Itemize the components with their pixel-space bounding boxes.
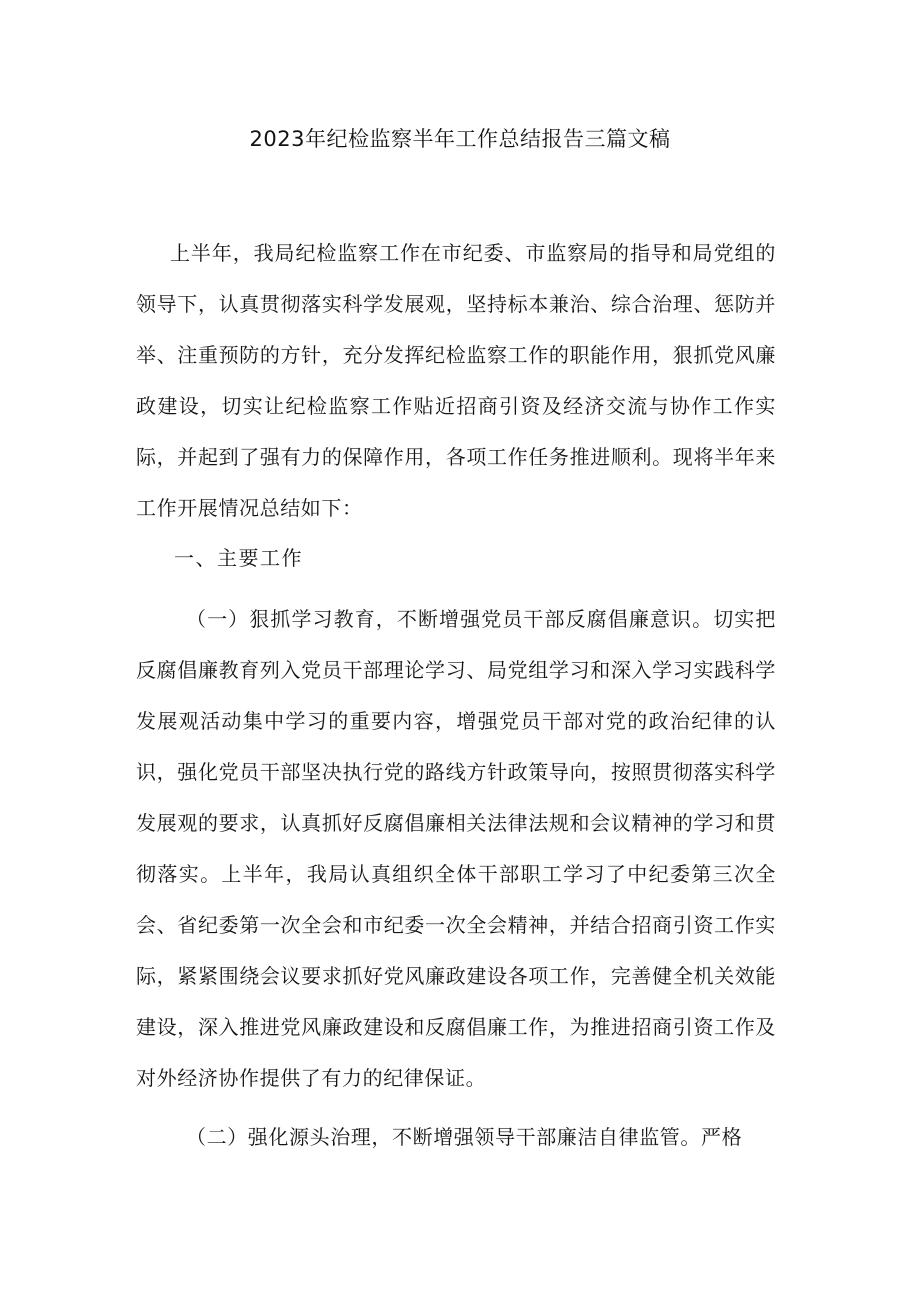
document-title: 2023年纪检监察半年工作总结报告三篇文稿: [249, 127, 671, 151]
section-heading: 一、主要工作: [174, 546, 303, 570]
intro-paragraph: 上半年，我局纪检监察工作在市纪委、市监察局的指导和局党组的领导下，认真贯彻落实科学发展观，坚持标本兼治、综合治理、惩防并举、注重预防的方针，充分发挥纪检监察工作的职能作用，狠抓党风廉政建设，切实让纪检监察工作贴近招商引资及经济交流与协作工作实际，并起到了强有力的保障作用，各项工作任务推进顺利。现将半年来工作开展情况总结如下：: [136, 241, 776, 520]
item-two-paragraph: （二）强化源头治理，不断增强领导干部廉洁自律监管。严格: [186, 1125, 743, 1149]
item-one-paragraph: （一）狠抓学习教育，不断增强党员干部反腐倡廉意识。切实把反腐倡廉教育列入党员干部理论学习、局党组学习和深入学习实践科学发展观活动集中学习的重要内容，增强党员干部对党的政治纪律的认识，强化党员干部坚决执行党的路线方针政策导向，按照贯彻落实科学发展观的要求，认真抓好反腐倡廉相关法律法规和会议精神的学习和贯彻落实。上半年，我局认真组织全体干部职工学习了中纪委第三次全会、省纪委第一次全会和市纪委一次全会精神，并结合招商引资工作实际，紧紧围绕会议要求抓好党风廉政建设各项工作，完善健全机关效能建设，深入推进党风廉政建设和反腐倡廉工作，为推进招商引资工作及对外经济协作提供了有力的纪律保证。: [136, 607, 776, 1090]
